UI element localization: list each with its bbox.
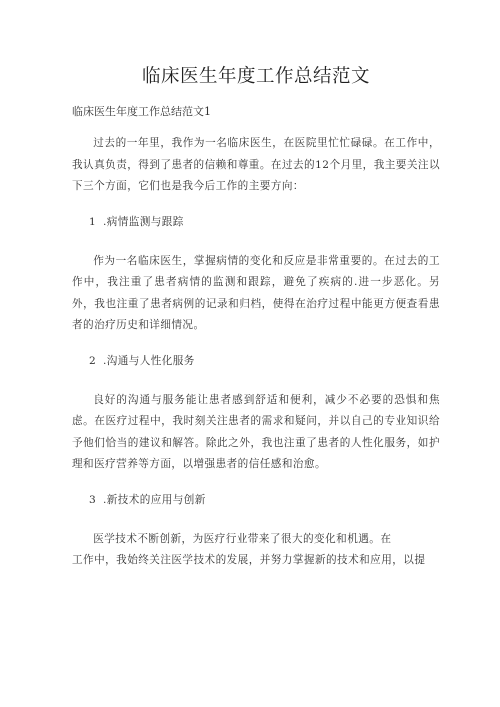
- section-number: 2: [89, 354, 97, 367]
- section-heading-text: .沟通与人性化服务: [103, 354, 195, 367]
- section-heading-1: [89, 214, 440, 229]
- section-heading-2: [89, 353, 440, 368]
- document-subtitle: 临床医生年度工作总结范文1: [72, 105, 211, 118]
- section-paragraph-2: 良好的沟通与服务能让患者感到舒适和便利，减少不必要的恐惧和焦虑。在医疗过程中，我时刻关注患者的需求和疑问，并以自己的专业知识给予他们恰当的建议和解答。除此之外，我也注重了患者的人性化服务，如护理和医疗营养等方面，以增强患者的信任感和治愈。: [72, 393, 440, 470]
- section-heading-3: [89, 492, 440, 507]
- section-number: 1: [89, 215, 97, 228]
- section-heading-text: .新技术的应用与创新: [103, 493, 206, 506]
- section-number: 3: [89, 493, 97, 506]
- section-heading-text: .病情监测与跟踪: [103, 215, 184, 228]
- intro-paragraph: 过去的一年里，我作为一名临床医生，在医院里忙忙碌碌。在工作中，我认真负责，得到了患者的信赖和尊重。在过去的12个月里，我主要关注以下三个方面，它们也是我今后工作的主要方向：: [72, 137, 440, 192]
- document-title: 临床医生年度工作总结范文: [141, 66, 370, 87]
- section-paragraph-1: 作为一名临床医生，掌握病情的变化和反应是非常重要的。在过去的工作中，我注重了患者病情的监测和跟踪，避免了疾病的.进一步恶化。另外，我也注重了患者病例的记录和归档，使得在治疗过程中能更方便查看患者的治疗历史和详细情况。: [72, 254, 440, 331]
- section-paragraph-3-line-1: 医学技术不断创新，为医疗行业带来了很大的变化和机遇。在: [93, 532, 392, 545]
- section-paragraph-3-line-2: 工作中，我始终关注医学技术的发展，并努力掌握新的技术和应用，以提: [72, 554, 426, 566]
